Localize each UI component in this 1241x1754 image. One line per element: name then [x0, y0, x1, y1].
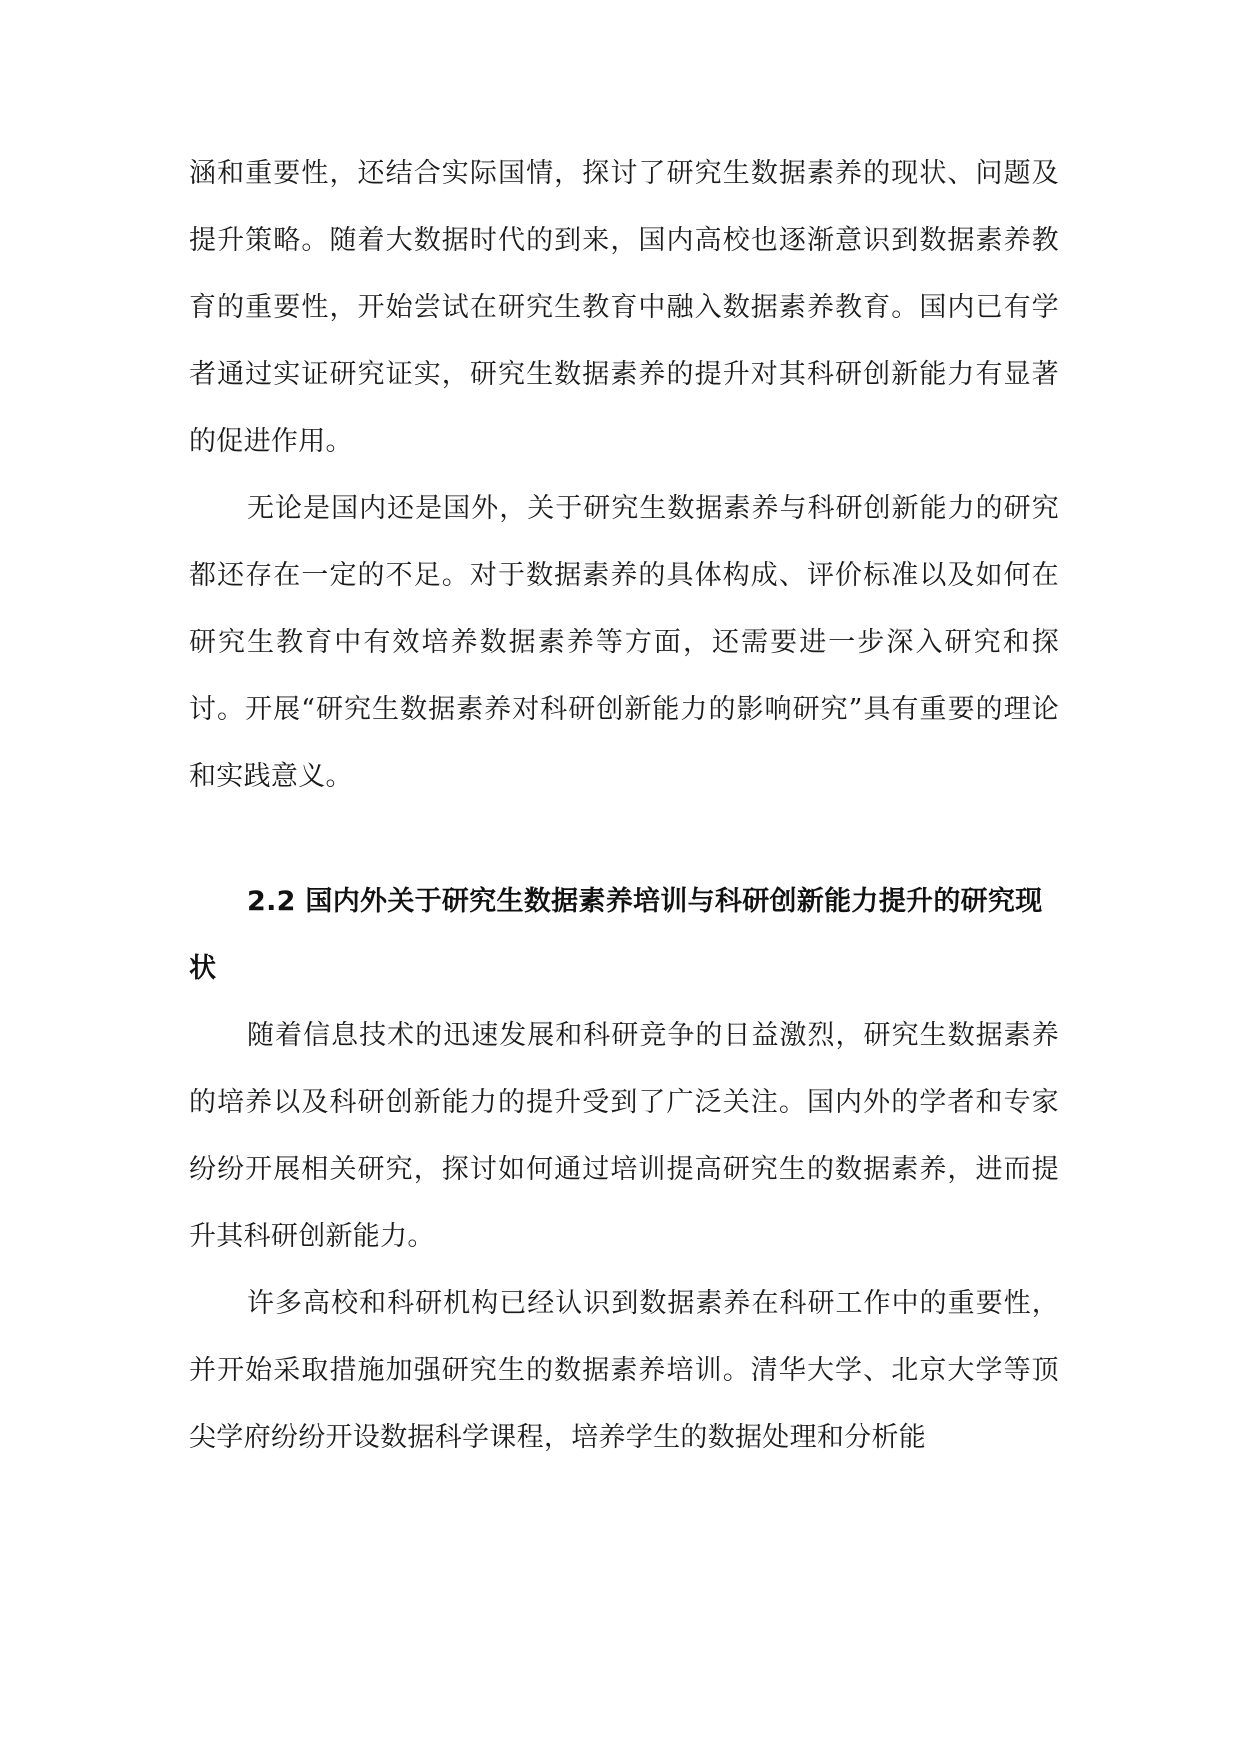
- body-paragraph-3: 随着信息技术的迅速发展和科研竞争的日益激烈，研究生数据素养的培养以及科研创新能力的提升受到了广泛关注。国内外的学者和专家纷纷开展相关研究，探讨如何通过培训提高研究生的数据素养，进而提升其科研创新能力。: [189, 1020, 1059, 1252]
- body-paragraph-4: 许多高校和科研机构已经认识到数据素养在科研工作中的重要性，并开始采取措施加强研究生的数据素养培训。清华大学、北京大学等顶尖学府纷纷开设数据科学课程，培养学生的数据处理和分析能: [189, 1288, 1059, 1453]
- section-heading-2-2: 2.2 国内外关于研究生数据素养培训与科研创新能力提升的研究现状: [189, 886, 1043, 984]
- body-paragraph-1: 涵和重要性，还结合实际国情，探讨了研究生数据素养的现状、问题及提升策略。随着大数据时代的到来，国内高校也逐渐意识到数据素养教育的重要性，开始尝试在研究生教育中融入数据素养教育。国内已有学者通过实证研究证实，研究生数据素养的提升对其科研创新能力有显著的促进作用。: [189, 158, 1059, 457]
- document-body: [189, 140, 1059, 1471]
- body-paragraph-2: 无论是国内还是国外，关于研究生数据素养与科研创新能力的研究都还存在一定的不足。对于数据素养的具体构成、评价标准以及如何在研究生教育中有效培养数据素养等方面，还需要进一步深入研究和探讨。开展“研究生数据素养对科研创新能力的影响研究”具有重要的理论和实践意义。: [189, 493, 1059, 792]
